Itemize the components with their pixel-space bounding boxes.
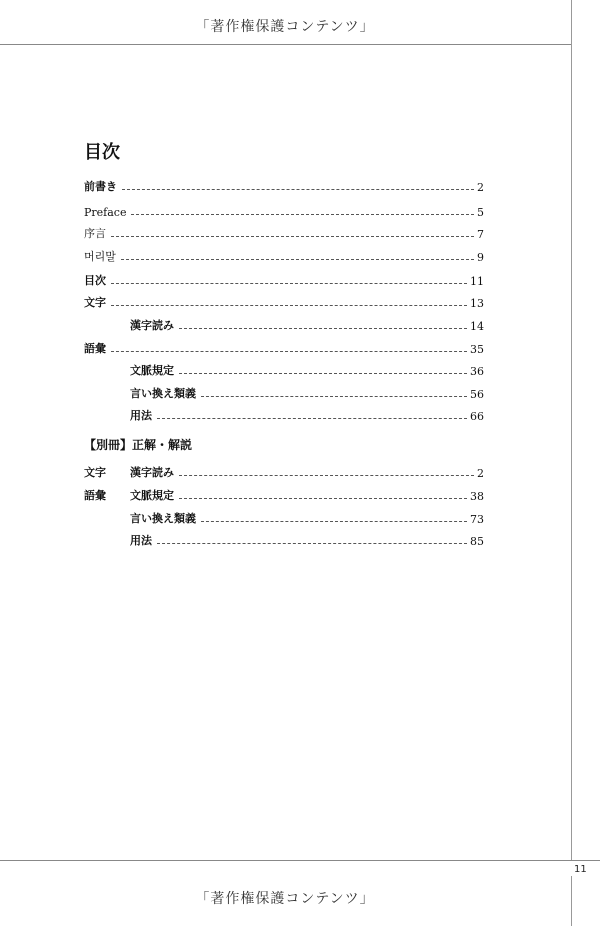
dot-leader bbox=[111, 236, 474, 237]
toc-entry-preface-ko[interactable] bbox=[84, 244, 484, 264]
toc-entry-page: 11 bbox=[470, 275, 484, 288]
appendix-heading: 【別冊】正解・解説 bbox=[84, 438, 193, 452]
appendix-entry-youhou[interactable] bbox=[84, 528, 484, 548]
dot-leader bbox=[179, 328, 467, 329]
toc-entry-title: 目次 bbox=[84, 274, 106, 287]
appendix-entry-bunmyaku[interactable] bbox=[84, 483, 484, 503]
dot-leader bbox=[201, 396, 467, 397]
toc-heading bbox=[84, 138, 120, 164]
toc-entry-title: 文字 bbox=[84, 296, 106, 309]
toc-entry-page: 56 bbox=[470, 388, 484, 401]
toc-entry-page: 38 bbox=[470, 490, 484, 503]
appendix-section-goi: 語彙 bbox=[84, 489, 106, 502]
toc-entry-title: 前書き bbox=[84, 180, 117, 193]
dot-leader bbox=[179, 498, 467, 499]
dot-leader bbox=[157, 418, 467, 419]
toc-entry-preface-en[interactable] bbox=[84, 199, 484, 219]
copyright-banner-top: 「著作権保護コンテンツ」 bbox=[195, 19, 375, 35]
toc-entry-page: 2 bbox=[477, 467, 484, 480]
dot-leader bbox=[131, 214, 474, 215]
toc-entry-bunmyaku[interactable] bbox=[84, 358, 484, 378]
appendix-entry-kanji-yomi[interactable] bbox=[84, 460, 484, 480]
dot-leader bbox=[111, 305, 467, 306]
dot-leader bbox=[179, 373, 467, 374]
toc-entry-page: 9 bbox=[477, 251, 484, 264]
dot-leader bbox=[121, 259, 474, 260]
dot-leader bbox=[157, 543, 467, 544]
toc-entry-title: 序言 bbox=[84, 227, 106, 240]
page-edge-line-bottom bbox=[571, 876, 572, 926]
footer-divider bbox=[0, 860, 600, 861]
toc-entry-preface-zh[interactable] bbox=[84, 221, 484, 241]
toc-entry-page: 85 bbox=[470, 535, 484, 548]
appendix-section-moji: 文字 bbox=[84, 466, 106, 479]
toc-entry-preface-ja[interactable] bbox=[84, 174, 484, 194]
appendix-entry-iikae[interactable] bbox=[84, 506, 484, 526]
toc-entry-title: 語彙 bbox=[84, 342, 106, 355]
dot-leader bbox=[111, 283, 467, 284]
toc-entry-page: 73 bbox=[470, 513, 484, 526]
toc-entry-goi[interactable] bbox=[84, 336, 484, 356]
dot-leader bbox=[111, 351, 467, 352]
toc-entry-title: 머리말 bbox=[84, 250, 116, 263]
dot-leader bbox=[122, 189, 474, 190]
toc-entry-title: 用法 bbox=[130, 409, 152, 422]
copyright-banner-bottom: 「著作権保護コンテンツ」 bbox=[195, 891, 375, 907]
header-divider bbox=[0, 44, 572, 45]
toc-entry-title: 文脈規定 bbox=[130, 489, 174, 502]
toc-entry-title: 言い換え類義 bbox=[130, 387, 196, 400]
page-number: 11 bbox=[574, 864, 587, 875]
toc-entry-page: 7 bbox=[477, 228, 484, 241]
toc-entry-page: 5 bbox=[477, 206, 484, 219]
toc-entry-iikae[interactable] bbox=[84, 381, 484, 401]
dot-leader bbox=[179, 475, 474, 476]
toc-entry-page: 14 bbox=[470, 320, 484, 333]
toc-entry-contents[interactable] bbox=[84, 268, 484, 288]
dot-leader bbox=[201, 521, 467, 522]
toc-entry-page: 2 bbox=[477, 181, 484, 194]
toc-entry-title: 文脈規定 bbox=[130, 364, 174, 377]
toc-entry-moji[interactable] bbox=[84, 290, 484, 310]
toc-entry-title: 用法 bbox=[130, 534, 152, 547]
toc-entry-page: 35 bbox=[470, 343, 484, 356]
toc-entry-title: Preface bbox=[84, 206, 127, 219]
toc-entry-page: 66 bbox=[470, 410, 484, 423]
toc-entry-page: 13 bbox=[470, 297, 484, 310]
toc-entry-title: 漢字読み bbox=[130, 466, 174, 479]
toc-entry-title: 言い換え類義 bbox=[130, 512, 196, 525]
toc-entry-page: 36 bbox=[470, 365, 484, 378]
toc-entry-youhou[interactable] bbox=[84, 403, 484, 423]
toc-heading-text: 目次 bbox=[84, 142, 120, 163]
page-edge-line bbox=[571, 0, 572, 860]
toc-entry-kanji-yomi[interactable] bbox=[84, 313, 484, 333]
toc-entry-title: 漢字読み bbox=[130, 319, 174, 332]
